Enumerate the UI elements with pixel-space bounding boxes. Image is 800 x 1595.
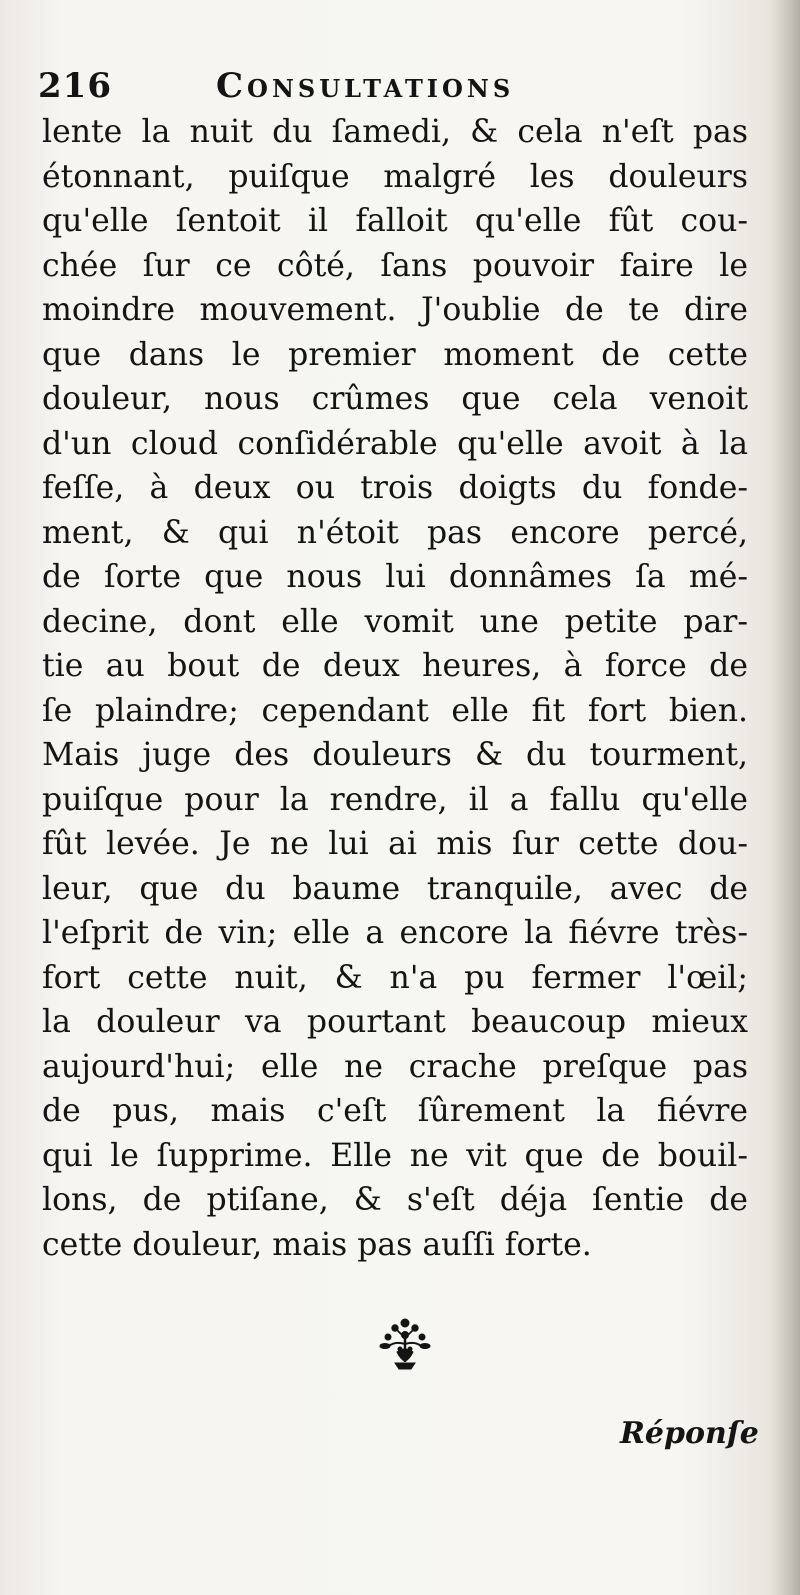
text-line: de ſorte que nous lui donnâmes ſa mé- xyxy=(42,559,748,595)
body-text xyxy=(42,110,748,1267)
running-title: Consultations xyxy=(216,66,515,106)
text-line: étonnant, puiſque malgré les douleurs xyxy=(42,158,748,195)
text-line-last: cette douleur, mais pas auſſi forte. xyxy=(42,1226,592,1263)
text-line: feſſe, à deux ou trois doigts du fonde- xyxy=(42,470,748,506)
text-line: qu'elle ſentoit il falloit qu'elle fût cou- xyxy=(42,203,748,239)
text-line: que dans le premier moment de cette xyxy=(42,336,748,373)
text-line: tie au bout de deux heures, à force de xyxy=(42,648,748,684)
floral-fleuron-icon xyxy=(373,1314,437,1374)
page-edge-shadow xyxy=(770,0,800,1595)
text-line: chée ſur ce côté, ſans pouvoir faire le xyxy=(42,247,748,284)
text-line: lons, de ptiſane, & s'eſt déja ſentie de xyxy=(42,1182,748,1218)
text-line: fort cette nuit, & n'a pu fermer l'œil; xyxy=(42,959,748,996)
text-line: decine, dont elle vomit une petite par- xyxy=(42,603,748,640)
text-line: ment, & qui n'étoit pas encore percé, xyxy=(42,514,748,551)
text-line: d'un cloud conſidérable qu'elle avoit à la xyxy=(42,425,748,462)
text-line: aujourd'hui; elle ne crache preſque pas xyxy=(42,1048,748,1085)
text-line: leur, que du baume tranquile, avec de xyxy=(42,870,748,907)
text-line: la douleur va pourtant beaucoup mieux xyxy=(42,1004,748,1040)
text-line: qui le ſupprime. Elle ne vit que de bouil- xyxy=(42,1137,748,1174)
text-line: Mais juge des douleurs & du tourment, xyxy=(42,737,748,773)
text-line: de pus, mais c'eſt ſûrement la fiévre xyxy=(42,1093,748,1129)
catchword: Réponſe xyxy=(620,1416,759,1451)
text-line: moindre mouvement. J'oublie de te dire xyxy=(42,292,748,328)
page-header xyxy=(38,66,743,116)
text-line: puiſque pour la rendre, il a fallu qu'elle xyxy=(42,781,748,818)
text-line: fût levée. Je ne lui ai mis ſur cette dou- xyxy=(42,826,748,862)
text-line: lente la nuit du ſamedi, & cela n'eſt pas xyxy=(42,114,748,150)
text-line: ſe plaindre; cependant elle fit fort bien. xyxy=(42,692,748,729)
text-line: l'eſprit de vin; elle a encore la fiévre très- xyxy=(42,915,748,951)
text-line: douleur, nous crûmes que cela venoit xyxy=(42,381,748,417)
page-number: 216 xyxy=(38,66,112,106)
